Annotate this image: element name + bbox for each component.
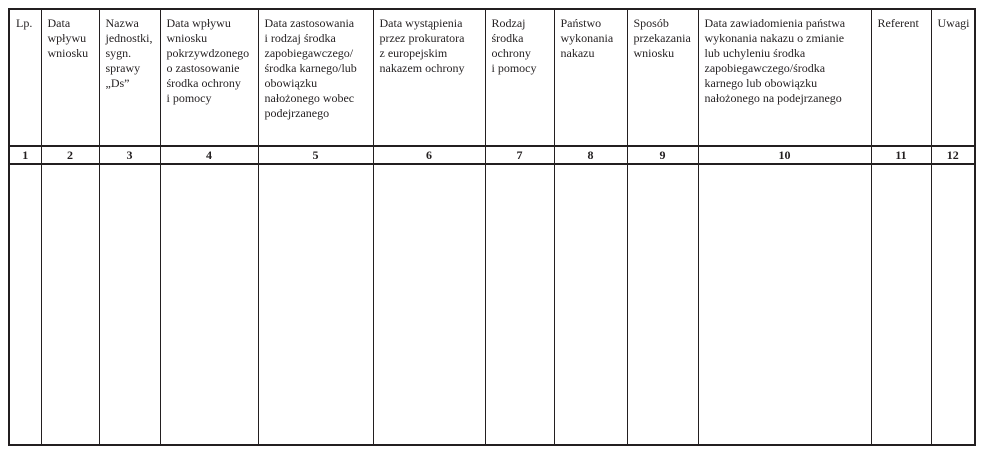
- header-cell-lp: [9, 9, 41, 146]
- header-cell-panstwo-wykonania: [554, 9, 627, 146]
- column-number: 11: [871, 146, 931, 164]
- header-text: „Ds”: [105, 76, 130, 90]
- column-number: 2: [41, 146, 99, 164]
- header-text: środka ochrony: [166, 76, 241, 90]
- entry-cell: [931, 164, 975, 445]
- header-text: Lp.: [16, 16, 33, 30]
- header-cell-data-wystapienia: [373, 9, 485, 146]
- header-text: nakazu: [560, 46, 595, 60]
- header-text: środka: [491, 31, 524, 45]
- entry-cell: [698, 164, 871, 445]
- column-number: 5: [258, 146, 373, 164]
- column-number-row: [9, 146, 975, 164]
- register-table: [8, 8, 976, 446]
- header-text: nałożonego na podejrzanego: [704, 91, 842, 105]
- header-text: Państwo: [560, 16, 602, 30]
- header-text: zapobiegawczego/środka: [704, 61, 826, 75]
- column-number: 1: [9, 146, 41, 164]
- header-text: nakazem ochrony: [379, 61, 465, 75]
- header-text: Uwagi: [937, 16, 970, 30]
- header-text: obowiązku: [264, 76, 318, 90]
- entry-cell: [160, 164, 258, 445]
- header-text: karnego lub obowiązku: [704, 76, 818, 90]
- header-cell-nazwa-jednostki: [99, 9, 160, 146]
- entry-cell: [373, 164, 485, 445]
- header-text: i pomocy: [166, 91, 212, 105]
- header-text: ochrony: [491, 46, 531, 60]
- header-text: Data wpływu: [166, 16, 231, 30]
- header-cell-uwagi: [931, 9, 975, 146]
- header-cell-referent: [871, 9, 931, 146]
- header-text: Data zastosowania: [264, 16, 355, 30]
- header-text: sygn.: [105, 46, 132, 60]
- entry-cell: [258, 164, 373, 445]
- header-cell-data-wplywu-wniosku: [41, 9, 99, 146]
- header-text: Data wystąpienia: [379, 16, 463, 30]
- header-cell-data-zastosowania: [258, 9, 373, 146]
- entry-cell: [99, 164, 160, 445]
- column-number: 3: [99, 146, 160, 164]
- header-text: wniosku: [47, 46, 89, 60]
- header-text: nałożonego wobec: [264, 91, 355, 105]
- header-text: podejrzanego: [264, 106, 330, 120]
- column-number: 4: [160, 146, 258, 164]
- header-text: Sposób: [633, 16, 669, 30]
- entry-cell: [9, 164, 41, 445]
- header-text: pokrzywdzonego: [166, 46, 250, 60]
- header-text: Rodzaj: [491, 16, 526, 30]
- column-number: 10: [698, 146, 871, 164]
- header-text: o zastosowanie: [166, 61, 240, 75]
- entry-cell: [871, 164, 931, 445]
- entry-cell: [554, 164, 627, 445]
- header-text: Referent: [877, 16, 919, 30]
- header-text: wykonania: [560, 31, 614, 45]
- header-text: lub uchyleniu środka: [704, 46, 806, 60]
- header-text: z europejskim: [379, 46, 448, 60]
- header-text: Nazwa: [105, 16, 139, 30]
- entry-row: [9, 164, 975, 445]
- header-text: i pomocy: [491, 61, 537, 75]
- header-text: i rodzaj środka: [264, 31, 336, 45]
- column-number: 7: [485, 146, 554, 164]
- entry-cell: [485, 164, 554, 445]
- header-text: środka karnego/lub: [264, 61, 357, 75]
- header-cell-data-zawiadomienia: [698, 9, 871, 146]
- column-number: 6: [373, 146, 485, 164]
- header-text: Data: [47, 16, 71, 30]
- entry-cell: [41, 164, 99, 445]
- header-text: sprawy: [105, 61, 141, 75]
- header-text: wniosku: [633, 46, 675, 60]
- entry-cell: [627, 164, 698, 445]
- header-cell-sposob-przekazania: [627, 9, 698, 146]
- column-number: 8: [554, 146, 627, 164]
- header-text: wpływu: [47, 31, 87, 45]
- header-text: Data zawiadomienia państwa: [704, 16, 846, 30]
- header-text: zapobiegawczego/: [264, 46, 354, 60]
- header-text: wniosku: [166, 31, 208, 45]
- header-text: jednostki,: [105, 31, 153, 45]
- header-text: przez prokuratora: [379, 31, 465, 45]
- header-cell-rodzaj-srodka: [485, 9, 554, 146]
- column-number: 9: [627, 146, 698, 164]
- header-text: przekazania: [633, 31, 691, 45]
- header-cell-data-wniosku-pokrzywdzonego: [160, 9, 258, 146]
- header-row: [9, 9, 975, 146]
- column-number: 12: [931, 146, 975, 164]
- header-text: wykonania nakazu o zmianie: [704, 31, 845, 45]
